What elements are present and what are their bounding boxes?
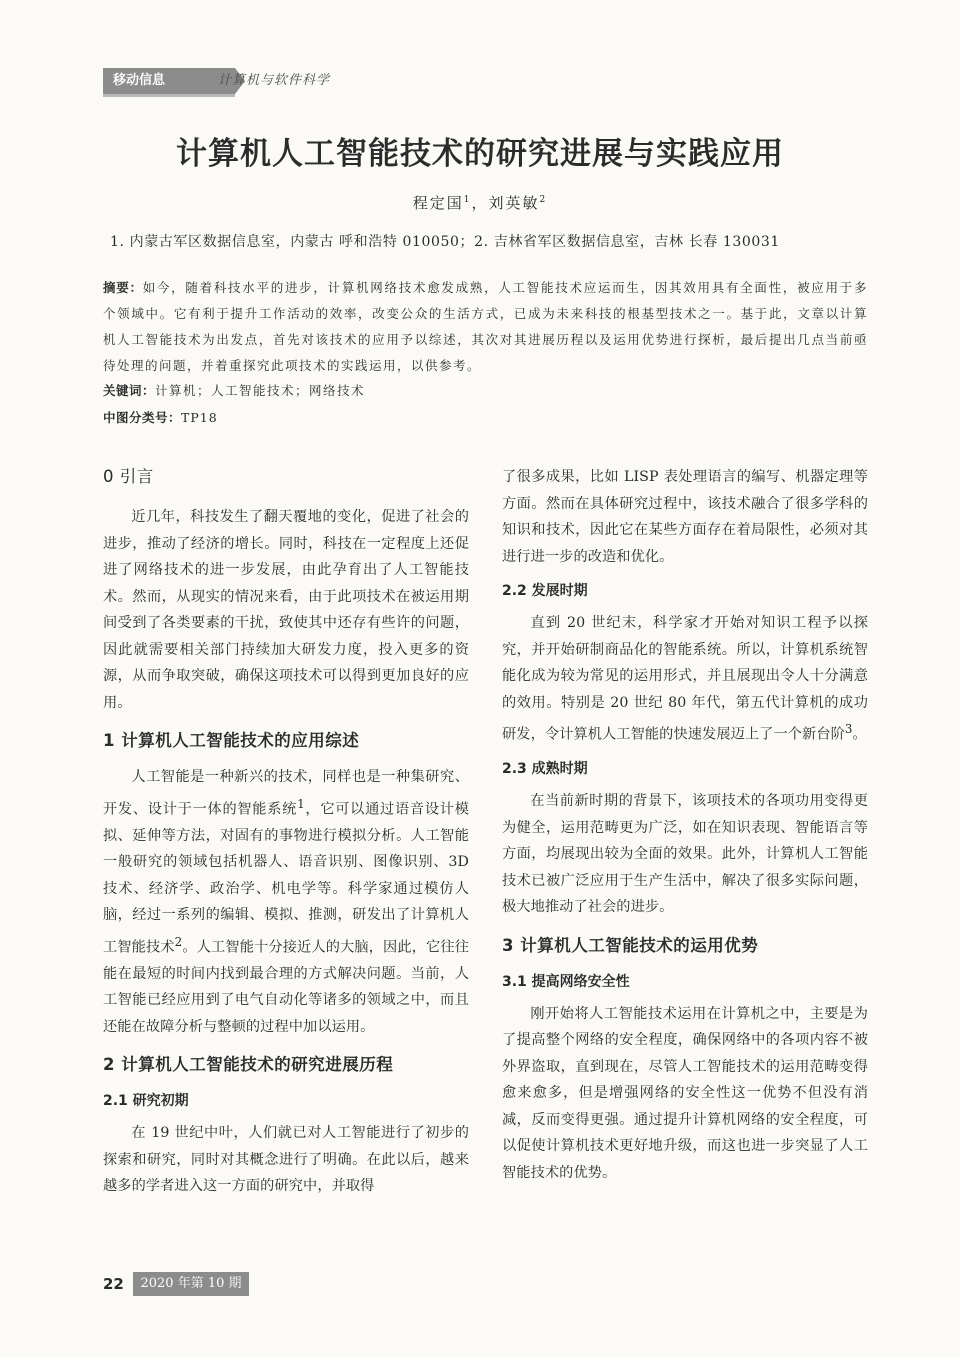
author-separator: ，	[471, 194, 489, 212]
article-title: 计算机人工智能技术的研究进展与实践应用	[176, 136, 784, 172]
keywords	[103, 381, 365, 399]
classification	[103, 408, 218, 426]
section-heading-2: 2 计算机人工智能技术的研究进展历程	[103, 1055, 394, 1075]
paragraph-intro: 近几年，科技发生了翻天覆地的变化，促进了社会的进步，推动了经济的增长。同时，科技在一定程度上还促进了网络技术的进一步发展，由此孕育出了人工智能技术。然而，从现实的情况来看，由于此项技术在被运用期间受到了各类要素的干扰，致使其中还存有些许的问题，因此就需要相关部门持续加大研发力度，投入更多的资源，从而争取突破，确保这项技术可以得到更加良好的应用。	[103, 509, 469, 711]
paragraph-development: 直到 20 世纪末，科学家才开始对知识工程予以探究，并开始研制商品化的智能系统。所以，计算机系统智能化成为较为常见的运用形式，并且展现出令人十分满意的效用。特别是 20 世纪 80 年代，第五代计算机的成功研发，令计算机人工智能的快速发展迈上了一个新台阶$^3$。	[502, 615, 868, 743]
section-heading-3: 3 计算机人工智能技术的运用优势	[502, 935, 759, 955]
section-heading-0: 0 引言	[103, 467, 154, 486]
author-1: 程定国	[412, 194, 464, 212]
journal-tag: 移动信息	[103, 68, 235, 94]
left-column	[103, 464, 469, 1200]
citation-mark: 1	[297, 796, 305, 811]
section-heading-1: 1 计算机人工智能技术的应用综述	[103, 731, 360, 750]
abstract	[103, 275, 868, 379]
citation-mark: 2	[174, 934, 183, 949]
page-number: 22	[103, 1275, 124, 1293]
citation-mark: 3	[844, 722, 853, 736]
author-2: 刘英敏	[488, 194, 540, 212]
subsection-heading-3-1: 3.1 提高网络安全性	[502, 973, 630, 990]
section-name: 计算机与软件科学	[218, 73, 331, 88]
author-2-affil-mark: 2	[539, 195, 548, 205]
issue-badge: 2020 年第 10 期	[133, 1272, 249, 1296]
authors	[0, 192, 960, 213]
header-rule	[103, 94, 235, 97]
affiliations: 1. 内蒙古军区数据信息室，内蒙古 呼和浩特 010050；2. 吉林省军区数据信息室，吉林 长春 130031	[110, 234, 780, 250]
paragraph-early-research: 在 19 世纪中叶，人们就已对人工智能进行了初步的探索和研究，同时对其概念进行了明确。在此以后，越来越多的学者进入这一方面的研究中，并取得	[103, 1125, 469, 1195]
subsection-heading-2-1: 2.1 研究初期	[103, 1093, 189, 1110]
paragraph-early-research-cont: 了很多成果，比如 LISP 表处理语言的编写、机器定理等方面。然而在具体研究过程中，该技术融合了很多学科的知识和技术，因此它在某些方面存在着局限性，必须对其进行进一步的改造和优化。	[502, 469, 868, 565]
author-1-affil-mark: 1	[463, 195, 472, 205]
subsection-heading-2-2: 2.2 发展时期	[502, 583, 588, 599]
right-column	[502, 464, 868, 1186]
classification-number: TP18	[181, 410, 218, 425]
classification-label: 中图分类号：	[103, 410, 182, 425]
subsection-heading-2-3: 2.3 成熟时期	[502, 761, 588, 778]
paragraph-overview: 人工智能是一种新兴的技术，同样也是一种集研究、开发、设计于一体的智能系统$^1$，它可以通过语音设计模拟、延伸等方法，对固有的事物进行模拟分析。人工智能一般研究的领域包括机器人、语音识别、图像识别、3D 技术、经济学、政治学、机电学等。科学家通过模仿人脑，经过一系列的编辑、模拟、推测，研发出了计算机人工智能技术$^2$。人工智能十分接近人的大脑，因此，它往往能在最短的时间内找到最合理的方式解决问题。当前，人工智能已经应用到了电气自动化等诸多的领域之中，而且还能在故障分析与整顿的过程中加以运用。	[103, 769, 469, 1035]
abstract-label: 摘要：	[103, 280, 143, 295]
paragraph-security: 刚开始将人工智能技术运用在计算机之中，主要是为了提高整个网络的安全程度，确保网络中的各项内容不被外界盗取，直到现在，尽管人工智能技术的运用范畴变得愈来愈多，但是增强网络的安全性这一优势不但没有消减，反而变得更强。通过提升计算机网络的安全程度，可以促使计算机技术更好地升级，而这也进一步突显了人工智能技术的优势。	[502, 1005, 868, 1181]
keywords-label: 关键词：	[103, 383, 156, 398]
paragraph-mature: 在当前新时期的背景下，该项技术的各项功用变得更为健全，运用范畴更为广泛，如在知识表现、智能语言等方面，均展现出较为全面的效果。此外，计算机人工智能技术已被广泛应用于生产生活中，解决了很多实际问题，极大地推动了社会的进步。	[502, 793, 868, 916]
abstract-text: 如今，随着科技水平的进步，计算机网络技术愈发成熟，人工智能技术应运而生，因其效用具有全面性，被应用于多个领域中。它有利于提升工作活动的效率，改变公众的生活方式，已成为未来科技的根基型技术之一。基于此，文章以计算机人工智能技术为出发点，首先对该技术的应用予以综述，其次对其进展历程以及运用优势进行探析，最后提出几点当前亟待处理的问题，并着重探究此项技术的实践运用，以供参考。	[103, 280, 868, 373]
keywords-text: 计算机；人工智能技术；网络技术	[155, 383, 366, 398]
